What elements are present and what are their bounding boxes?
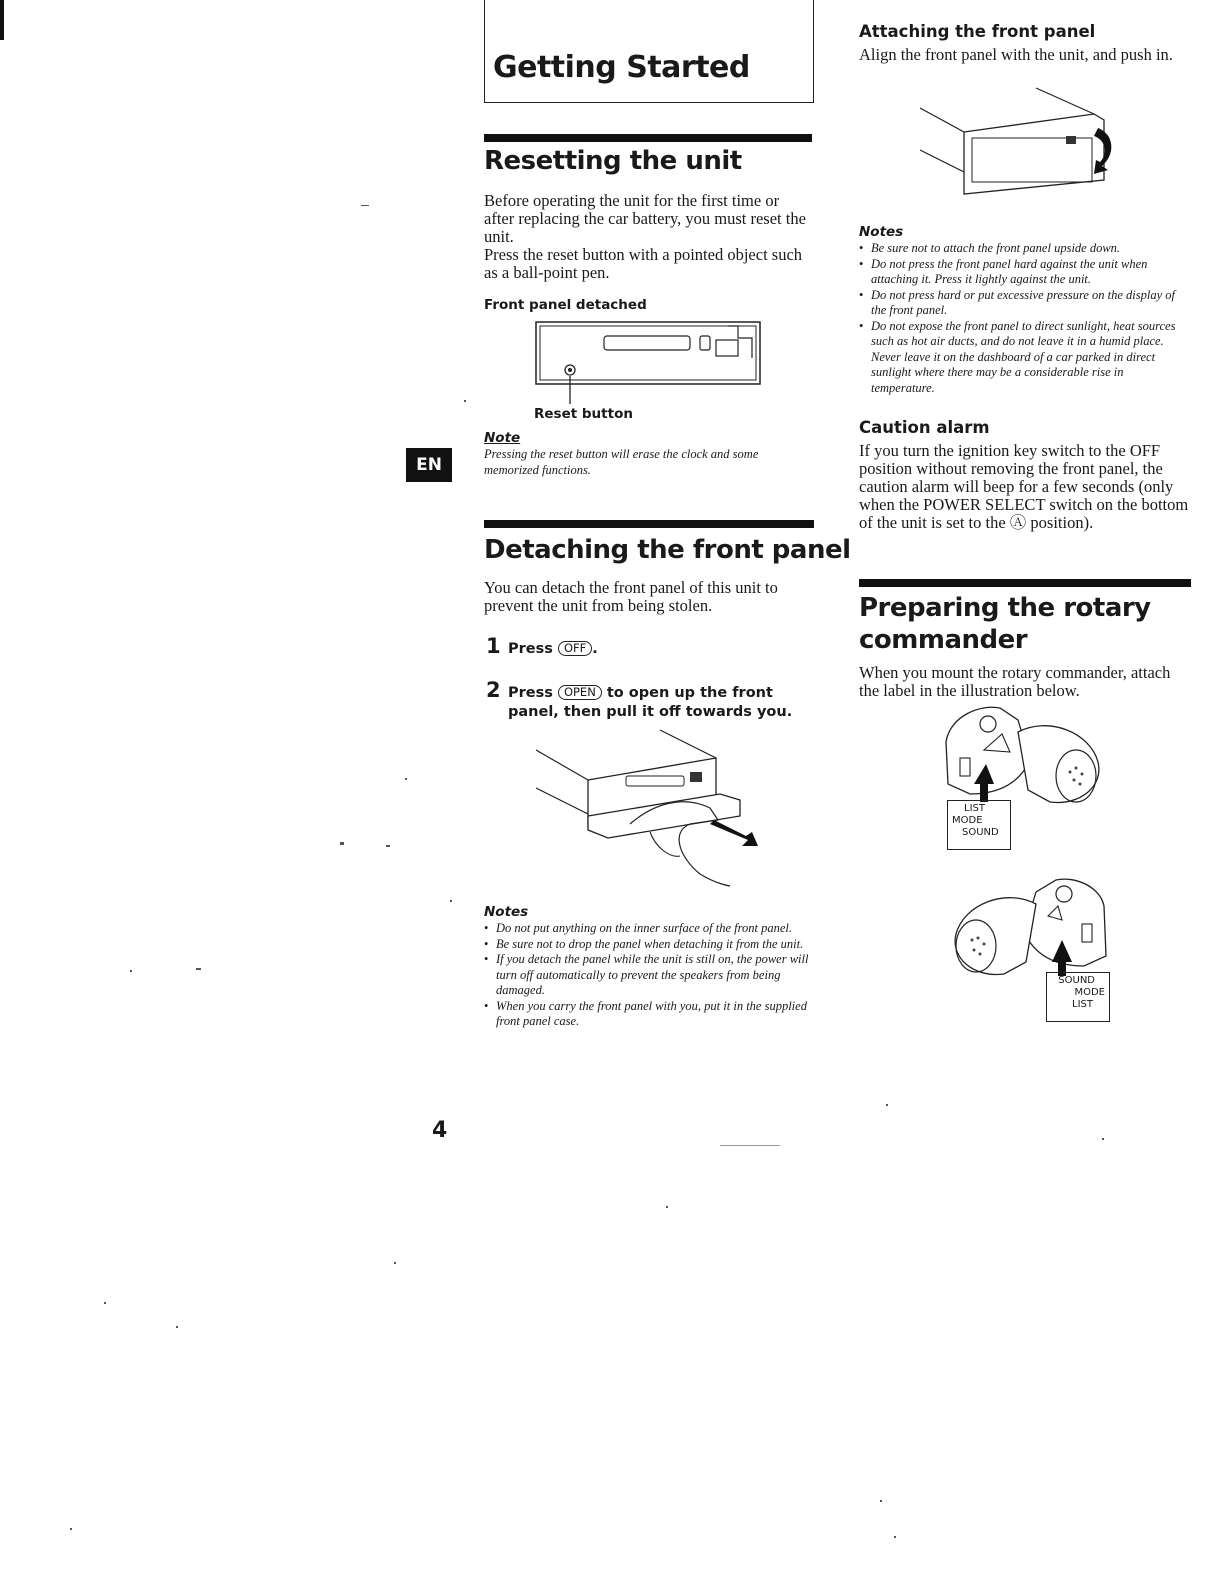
scan-speck: [450, 900, 452, 902]
chapter-title-box: [484, 0, 814, 103]
rotary-heading-line-1: Preparing the rotary: [859, 593, 1151, 623]
step-1-suffix: .: [592, 641, 598, 657]
scan-speck: [104, 1302, 106, 1304]
label-1-line-3: SOUND: [962, 827, 999, 838]
attaching-heading: Attaching the front panel: [859, 22, 1096, 41]
label-1-line-2: MODE: [952, 815, 983, 826]
step-2-text: [508, 684, 813, 722]
attaching-note-3: • Do not press hard or put excessive pressure on the display of the front panel.: [859, 288, 1179, 319]
resetting-heading: Resetting the unit: [484, 146, 742, 176]
attaching-note-1: • Be sure not to attach the front panel upside down.: [859, 241, 1179, 257]
attaching-notes-title: Notes: [859, 224, 904, 240]
scan-speck: [894, 1536, 896, 1538]
scan-speck: [666, 1206, 668, 1208]
reset-button-callout: Reset button: [534, 406, 633, 422]
detaching-notes-title: Notes: [484, 904, 529, 920]
resetting-para-1: Before operating the unit for the first time or after replacing the car battery, you must reset the unit.: [484, 191, 806, 246]
page-number: 4: [432, 1118, 448, 1143]
rotary-label-2: [1046, 972, 1110, 1022]
off-key-icon: OFF: [558, 641, 592, 656]
section-rule: [484, 520, 814, 528]
resetting-note-title: Note: [484, 430, 521, 446]
scan-speck: [880, 1500, 882, 1502]
scan-speck: [361, 205, 369, 206]
attaching-illustration: [916, 84, 1126, 202]
scan-speck: [196, 968, 201, 970]
detaching-intro: You can detach the front panel of this unit to prevent the unit from being stolen.: [484, 578, 778, 615]
scan-speck: [464, 400, 466, 402]
scan-speck: [394, 1262, 396, 1264]
label-2-line-1: SOUND: [1058, 975, 1095, 986]
detaching-note-1: • Do not put anything on the inner surface of the front panel.: [484, 921, 812, 937]
detaching-notes-list: [484, 921, 812, 1030]
resetting-para-2: Press the reset button with a pointed object such as a ball-point pen.: [484, 245, 803, 282]
scan-speck: [130, 970, 132, 972]
front-panel-detached-label: Front panel detached: [484, 297, 647, 313]
attaching-note-2: • Do not press the front panel hard against the unit when attaching it. Press it lightly against the unit.: [859, 257, 1179, 288]
attaching-note-4: • Do not expose the front panel to direct sunlight, heat sources such as hot air ducts, and do not leave it in a humid place. Never leave it on the dashboard of a car parked in direct sunlight where there may be a considerable rise in temperature.: [859, 319, 1179, 397]
detaching-illustration: [530, 728, 770, 893]
detaching-heading: Detaching the front panel: [484, 535, 851, 565]
caution-text-a: If you turn the ignition key switch to the OFF position without removing the front panel, the caution alarm will beep for a few seconds (only when the POWER SELECT switch on the bottom of the unit is set to the: [859, 441, 1189, 532]
open-key-icon: OPEN: [558, 685, 602, 700]
page-edge-mark: [0, 0, 4, 40]
chapter-title: Getting Started: [493, 50, 750, 85]
scan-speck: [70, 1528, 72, 1530]
caution-alarm-heading: Caution alarm: [859, 418, 990, 437]
section-rule: [484, 134, 812, 142]
scan-speck: [1102, 1138, 1104, 1140]
rotary-text: When you mount the rotary commander, attach the label in the illustration below.: [859, 663, 1171, 700]
step-1-number: 1: [486, 634, 501, 658]
attaching-notes-list: [859, 241, 1179, 396]
step-2-number: 2: [486, 678, 501, 702]
step-1-prefix: Press: [508, 641, 553, 657]
detaching-note-3: • If you detach the panel while the unit is still on, the power will turn off automatically to prevent the speakers from being damaged.: [484, 952, 812, 999]
step-2-suffix: to open up the front panel, then pull it off towards you.: [508, 685, 793, 720]
label-2-line-2: MODE: [1074, 987, 1105, 998]
step-1-text: [508, 640, 598, 659]
rotary-label-1: [947, 800, 1011, 850]
resetting-note-text: Pressing the reset button will erase the clock and some memorized functions.: [484, 447, 759, 477]
label-2-line-3: LIST: [1072, 999, 1093, 1010]
scan-speck: [176, 1326, 178, 1328]
attaching-text: Align the front panel with the unit, and push in.: [859, 45, 1173, 64]
scan-speck: [886, 1104, 888, 1106]
scan-speck: [405, 778, 407, 780]
section-rule: [859, 579, 1191, 587]
scan-speck: [386, 845, 390, 847]
caution-alarm-text: [859, 442, 1189, 532]
scan-speck: [340, 842, 344, 845]
scan-speck: [720, 1145, 780, 1146]
rotary-heading-line-2: commander: [859, 625, 1028, 655]
label-1-line-1: LIST: [964, 803, 985, 814]
position-a-symbol-icon: Ⓐ: [1009, 513, 1027, 532]
language-tab: EN: [406, 448, 452, 482]
detaching-note-2: • Be sure not to drop the panel when detaching it from the unit.: [484, 937, 812, 953]
step-2-prefix: Press: [508, 685, 553, 701]
caution-text-b: position).: [1030, 513, 1094, 532]
detaching-note-4: • When you carry the front panel with you, put it in the supplied front panel case.: [484, 999, 812, 1030]
